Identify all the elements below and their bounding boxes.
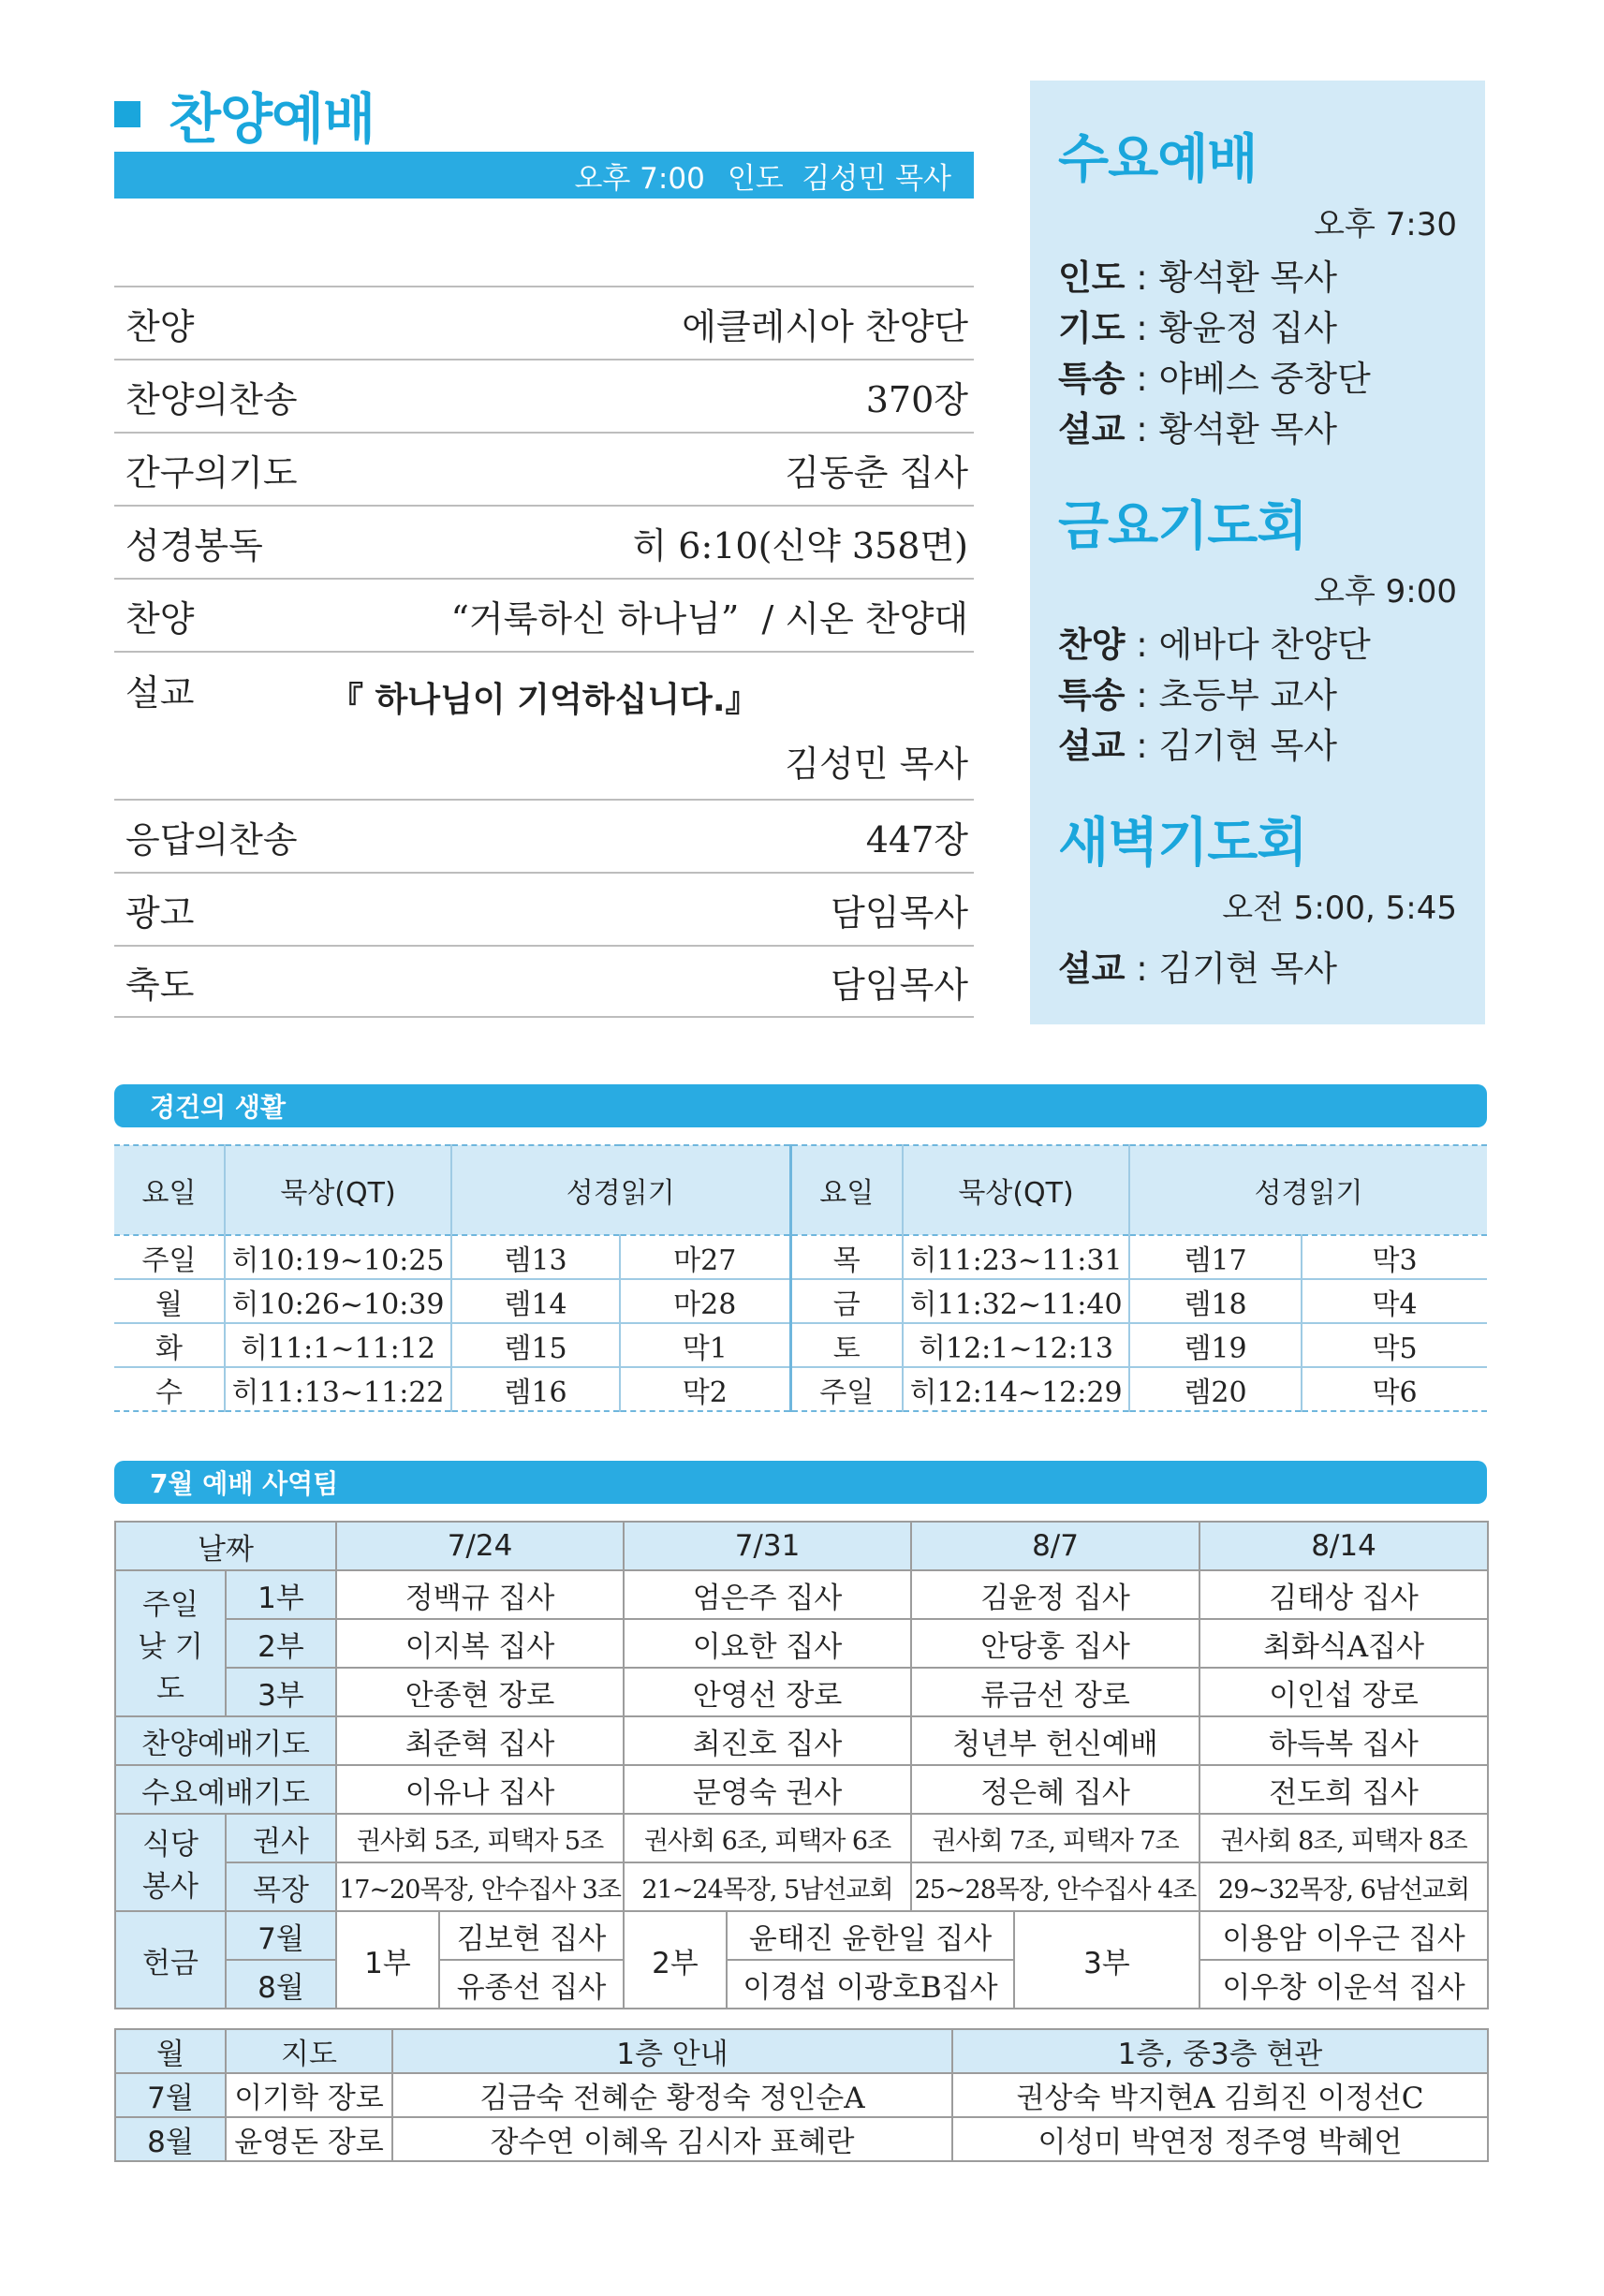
part-label: 1부: [226, 1570, 336, 1619]
order-label: 광고: [125, 891, 195, 934]
qt-cell: 히11:1~11:12: [225, 1323, 451, 1367]
square-bullet-icon: [114, 101, 140, 127]
item-value: : 황석환 목사: [1125, 409, 1337, 449]
table-row: [115, 1960, 1488, 2009]
reading-cell: 렘14: [451, 1279, 620, 1323]
order-row: [114, 872, 974, 945]
reading-cell: 막5: [1302, 1323, 1487, 1367]
table-row: [115, 1911, 1488, 1960]
name-cell: 김태상 집사: [1199, 1570, 1488, 1619]
qt-cell: 히11:23~11:31: [903, 1235, 1129, 1279]
month-cell: 7월: [115, 2073, 226, 2117]
wednesday-time: 오후 7:30: [1314, 206, 1457, 243]
reading-cell: 막1: [620, 1323, 790, 1367]
table-row: [115, 1862, 1488, 1911]
name-cell: 권사회 7조, 피택자 7조: [911, 1814, 1199, 1862]
reading-cell: 렘18: [1129, 1279, 1302, 1323]
month-label: 7월: [226, 1911, 336, 1960]
devotion-header-row: [114, 1145, 1487, 1235]
item-key: 기도: [1058, 308, 1126, 348]
order-value: 히 6:10(신약 358면): [632, 524, 968, 567]
qt-cell: 히12:14~12:29: [903, 1367, 1129, 1411]
header-day: 요일: [114, 1145, 225, 1235]
day-cell: 주일: [790, 1367, 903, 1411]
offering-label: 헌금: [115, 1911, 226, 2009]
order-row: [114, 799, 974, 872]
table-row: [114, 1235, 1487, 1279]
table-row: [114, 1279, 1487, 1323]
name-cell: 이성미 박연정 정주영 박혜언: [952, 2117, 1488, 2161]
date-cell: 7/24: [336, 1522, 624, 1570]
part-label: 1부: [336, 1911, 439, 2009]
date-cell: 8/14: [1199, 1522, 1488, 1570]
friday-time: 오후 9:00: [1314, 573, 1457, 611]
table-row: [115, 1716, 1488, 1765]
order-label: 찬양: [125, 597, 195, 640]
name-cell: 25~28목장, 안수집사 4조: [911, 1862, 1199, 1911]
wednesday-item: [1058, 300, 1337, 350]
weekday-services-box: [1030, 81, 1485, 1024]
team-table: [114, 1521, 1489, 2009]
table-row: [115, 1619, 1488, 1668]
part-label: 2부: [624, 1911, 727, 2009]
qt-cell: 히12:1~12:13: [903, 1323, 1129, 1367]
praise-time-bar: [114, 152, 974, 199]
kitchen-label: 식당 봉사: [115, 1814, 226, 1911]
team-date-row: [115, 1522, 1488, 1570]
qt-cell: 히11:32~11:40: [903, 1279, 1129, 1323]
order-row: [114, 945, 974, 1018]
table-row: [115, 2073, 1488, 2117]
name-cell: 29~32목장, 6남선교회: [1199, 1862, 1488, 1911]
part-label: 3부: [226, 1668, 336, 1716]
order-value: “거룩하신 하나님” / 시온 찬양대: [450, 597, 968, 640]
item-key: 설교: [1058, 949, 1126, 989]
order-label: 찬양: [125, 305, 195, 347]
name-cell: 문영숙 권사: [624, 1765, 911, 1814]
order-row: [114, 505, 974, 578]
guide-header-row: [115, 2029, 1488, 2073]
day-cell: 목: [790, 1235, 903, 1279]
item-key: 특송: [1058, 359, 1126, 399]
part-label: 목장: [226, 1862, 336, 1911]
name-cell: 권상숙 박지현A 김희진 이정선C: [952, 2073, 1488, 2117]
table-row: [115, 2117, 1488, 2161]
praise-time: 오후 7:00: [574, 161, 705, 196]
praise-service-title: [114, 77, 375, 152]
month-cell: 8월: [115, 2117, 226, 2161]
team-title: 7월 예배 사역팀: [150, 1468, 339, 1499]
day-cell: 금: [790, 1279, 903, 1323]
name-cell: 안당홍 집사: [911, 1619, 1199, 1668]
qt-cell: 히10:19~10:25: [225, 1235, 451, 1279]
qt-cell: 히10:26~10:39: [225, 1279, 451, 1323]
name-cell: 이우창 이운석 집사: [1199, 1960, 1488, 2009]
month-label: 8월: [226, 1960, 336, 2009]
wednesday-title: 수요예배: [1058, 129, 1258, 190]
name-cell: 정백규 집사: [336, 1570, 624, 1619]
name-cell: 정은혜 집사: [911, 1765, 1199, 1814]
item-key: 특송: [1058, 675, 1126, 715]
name-cell: 청년부 헌신예배: [911, 1716, 1199, 1765]
order-value: 담임목사: [831, 891, 968, 934]
sermon-label: 설교: [125, 672, 195, 714]
devotion-section-bar: [114, 1084, 1487, 1127]
reading-cell: 막6: [1302, 1367, 1487, 1411]
header-cell: 지도: [226, 2029, 392, 2073]
item-value: : 초등부 교사: [1125, 675, 1337, 715]
item-value: : 김기현 목사: [1125, 726, 1337, 766]
devotion-title: 경건의 생활: [150, 1092, 286, 1123]
order-label: 간구의기도: [125, 451, 298, 493]
day-cell: 화: [114, 1323, 225, 1367]
name-cell: 21~24목장, 5남선교회: [624, 1862, 911, 1911]
item-value: : 황윤정 집사: [1125, 308, 1337, 348]
table-row: [115, 1765, 1488, 1814]
name-cell: 이기학 장로: [226, 2073, 392, 2117]
order-row: [114, 286, 974, 359]
name-cell: 최준혁 집사: [336, 1716, 624, 1765]
item-value: : 야베스 중창단: [1125, 359, 1371, 399]
name-cell: 17~20목장, 안수집사 3조: [336, 1862, 624, 1911]
order-row: [114, 578, 974, 651]
praise-title-text: 찬양예배: [169, 87, 375, 151]
order-label: 찬양의찬송: [125, 378, 298, 420]
name-cell: 권사회 8조, 피택자 8조: [1199, 1814, 1488, 1862]
table-row: [115, 1570, 1488, 1619]
table-row: [115, 1668, 1488, 1716]
reading-cell: 렘13: [451, 1235, 620, 1279]
order-label: 응답의찬송: [125, 818, 298, 861]
praise-leader: 인도 김성민 목사: [727, 161, 951, 196]
header-cell: 1층 안내: [392, 2029, 952, 2073]
header-day: 요일: [790, 1145, 903, 1235]
item-key: 인도: [1058, 258, 1126, 298]
dawn-time: 오전 5:00, 5:45: [1222, 890, 1457, 927]
part-label: 권사: [226, 1814, 336, 1862]
reading-cell: 막2: [620, 1367, 790, 1411]
order-value: 김동춘 집사: [785, 451, 968, 493]
item-value: : 황석환 목사: [1125, 258, 1337, 298]
item-value: : 에바다 찬양단: [1125, 625, 1371, 665]
reading-cell: 막3: [1302, 1235, 1487, 1279]
name-cell: 전도희 집사: [1199, 1765, 1488, 1814]
friday-item: [1058, 717, 1337, 768]
date-cell: 7/31: [624, 1522, 911, 1570]
name-cell: 류금선 장로: [911, 1668, 1199, 1716]
wed-prayer-label: 수요예배기도: [115, 1765, 336, 1814]
guide-table: [114, 2028, 1489, 2162]
reading-cell: 렘19: [1129, 1323, 1302, 1367]
date-cell: 8/7: [911, 1522, 1199, 1570]
name-cell: 권사회 6조, 피택자 6조: [624, 1814, 911, 1862]
name-cell: 김금숙 전혜순 황정숙 정인순A: [392, 2073, 952, 2117]
name-cell: 장수연 이혜옥 김시자 표혜란: [392, 2117, 952, 2161]
name-cell: 최진호 집사: [624, 1716, 911, 1765]
dawn-title: 새벽기도회: [1058, 813, 1307, 874]
header-qt: 묵상(QT): [225, 1145, 451, 1235]
friday-title: 금요기도회: [1058, 496, 1307, 557]
reading-cell: 마28: [620, 1279, 790, 1323]
table-row: [115, 1814, 1488, 1862]
name-cell: 안영선 장로: [624, 1668, 911, 1716]
name-cell: 이인섭 장로: [1199, 1668, 1488, 1716]
name-cell: 엄은주 집사: [624, 1570, 911, 1619]
header-reading: 성경읽기: [1129, 1145, 1487, 1235]
name-cell: 이경섭 이광호B집사: [727, 1960, 1014, 2009]
table-row: [114, 1323, 1487, 1367]
praise-prayer-label: 찬양예배기도: [115, 1716, 336, 1765]
name-cell: 하득복 집사: [1199, 1716, 1488, 1765]
item-key: 설교: [1058, 409, 1126, 449]
table-row: [114, 1367, 1487, 1411]
qt-cell: 히11:13~11:22: [225, 1367, 451, 1411]
sunday-prayer-label: 주일낮 기도: [115, 1570, 226, 1716]
order-value: 담임목사: [831, 964, 968, 1006]
praise-order-list: [114, 286, 974, 1018]
friday-item: [1058, 616, 1371, 667]
name-cell: 김보현 집사: [439, 1911, 624, 1960]
reading-cell: 렘17: [1129, 1235, 1302, 1279]
day-cell: 수: [114, 1367, 225, 1411]
reading-cell: 막4: [1302, 1279, 1487, 1323]
order-value: 447장: [865, 818, 968, 861]
devotion-table: [114, 1144, 1487, 1412]
part-label: 2부: [226, 1619, 336, 1668]
name-cell: 이요한 집사: [624, 1619, 911, 1668]
sermon-preacher: 김성민 목사: [785, 743, 968, 785]
header-qt: 묵상(QT): [903, 1145, 1129, 1235]
header-reading: 성경읽기: [451, 1145, 790, 1235]
name-cell: 최화식A집사: [1199, 1619, 1488, 1668]
day-cell: 주일: [114, 1235, 225, 1279]
name-cell: 이유나 집사: [336, 1765, 624, 1814]
day-cell: 월: [114, 1279, 225, 1323]
order-value: 에클레시아 찬양단: [682, 305, 968, 347]
reading-cell: 렘16: [451, 1367, 620, 1411]
dawn-item: [1058, 940, 1337, 991]
part-label: 3부: [1014, 1911, 1199, 2009]
wednesday-item: [1058, 249, 1337, 300]
sermon-title: 『 하나님이 기억하십니다.』: [330, 681, 759, 719]
name-cell: 이용암 이우근 집사: [1199, 1911, 1488, 1960]
order-row: [114, 359, 974, 432]
wednesday-item: [1058, 350, 1371, 401]
name-cell: 유종선 집사: [439, 1960, 624, 2009]
header-cell: 월: [115, 2029, 226, 2073]
friday-item: [1058, 667, 1337, 717]
item-key: 찬양: [1058, 625, 1126, 665]
name-cell: 이지복 집사: [336, 1619, 624, 1668]
team-section-bar: [114, 1461, 1487, 1504]
header-cell: 1층, 중3층 현관: [952, 2029, 1488, 2073]
name-cell: 권사회 5조, 피택자 5조: [336, 1814, 624, 1862]
wednesday-item: [1058, 401, 1337, 451]
name-cell: 윤태진 윤한일 집사: [727, 1911, 1014, 1960]
name-cell: 윤영돈 장로: [226, 2117, 392, 2161]
item-key: 설교: [1058, 726, 1126, 766]
sermon-row: [114, 651, 974, 799]
order-value: 370장: [865, 378, 968, 420]
order-label: 성경봉독: [125, 524, 263, 567]
item-value: : 김기현 목사: [1125, 949, 1337, 989]
date-label: 날짜: [115, 1522, 336, 1570]
name-cell: 안종현 장로: [336, 1668, 624, 1716]
reading-cell: 렘20: [1129, 1367, 1302, 1411]
reading-cell: 마27: [620, 1235, 790, 1279]
name-cell: 김윤정 집사: [911, 1570, 1199, 1619]
order-row: [114, 432, 974, 505]
reading-cell: 렘15: [451, 1323, 620, 1367]
day-cell: 토: [790, 1323, 903, 1367]
order-label: 축도: [125, 964, 195, 1006]
